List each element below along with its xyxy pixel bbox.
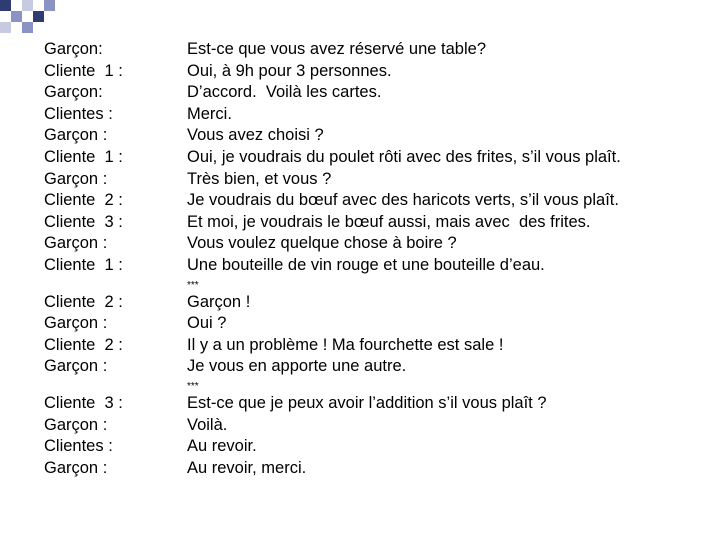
line-text: Merci. bbox=[187, 104, 232, 123]
line-text: Je voudrais du bœuf avec des haricots verts, s’il vous plaît. bbox=[187, 191, 619, 210]
dialogue-line bbox=[44, 125, 704, 147]
dialogue-line bbox=[44, 393, 704, 415]
speaker-label: Cliente 2 : bbox=[44, 191, 123, 210]
deco-square bbox=[0, 22, 11, 33]
line-text: Oui, je voudrais du poulet rôti avec des frites, s’il vous plaît. bbox=[187, 147, 621, 166]
dialogue-line bbox=[44, 147, 704, 169]
deco-square bbox=[22, 22, 33, 33]
deco-square bbox=[22, 0, 33, 11]
dialogue-line bbox=[44, 169, 704, 191]
corner-decoration bbox=[0, 0, 60, 40]
speaker-label: Garçon : bbox=[44, 458, 108, 477]
speaker-label: Garçon : bbox=[44, 169, 108, 188]
speaker-label: Cliente 1 : bbox=[44, 255, 123, 274]
line-text: Vous voulez quelque chose à boire ? bbox=[187, 234, 457, 253]
line-text: Je vous en apporte une autre. bbox=[187, 357, 407, 376]
line-text: Très bien, et vous ? bbox=[187, 169, 332, 188]
line-text: D’accord. Voilà les cartes. bbox=[187, 83, 382, 102]
dialogue-line bbox=[44, 233, 704, 255]
line-text: Oui, à 9h pour 3 personnes. bbox=[187, 61, 392, 80]
dialogue-line bbox=[44, 335, 704, 357]
dialogue-line bbox=[44, 61, 704, 83]
speaker-label: Garçon: bbox=[44, 40, 103, 58]
line-text: Voilà. bbox=[187, 415, 228, 434]
line-text: Vous avez choisi ? bbox=[187, 126, 324, 145]
speaker-label: Garçon : bbox=[44, 126, 108, 145]
speaker-label: Cliente 1 : bbox=[44, 147, 123, 166]
speaker-label: Cliente 2 : bbox=[44, 335, 123, 354]
speaker-label: Cliente 2 : bbox=[44, 292, 123, 311]
dialogue-line bbox=[44, 190, 704, 212]
line-text: Il y a un problème ! Ma fourchette est sale ! bbox=[187, 335, 504, 354]
line-text: Est-ce que je peux avoir l’addition s’il vous plaît ? bbox=[187, 393, 547, 412]
speaker-label: Garçon : bbox=[44, 234, 108, 253]
line-text: Au revoir. bbox=[187, 437, 257, 456]
dialogue-line bbox=[44, 313, 704, 335]
dialogue-line bbox=[44, 255, 704, 277]
dialogue-line bbox=[44, 356, 704, 378]
line-text: Est-ce que vous avez réservé une table? bbox=[187, 40, 487, 58]
scene-separator bbox=[44, 277, 704, 292]
dialogue-line bbox=[44, 82, 704, 104]
line-text: Et moi, je voudrais le bœuf aussi, mais avec des frites. bbox=[187, 212, 591, 231]
deco-square bbox=[33, 11, 44, 22]
speaker-label: Garçon : bbox=[44, 314, 108, 333]
speaker-label: Cliente 3 : bbox=[44, 212, 123, 231]
dialogue-line bbox=[44, 415, 704, 437]
speaker-label: Clientes : bbox=[44, 437, 113, 456]
line-text: Une bouteille de vin rouge et une bouteille d’eau. bbox=[187, 255, 545, 274]
speaker-label: Garçon : bbox=[44, 415, 108, 434]
deco-square bbox=[11, 11, 22, 22]
dialogue-line bbox=[44, 292, 704, 314]
line-text: Au revoir, merci. bbox=[187, 458, 307, 477]
line-text: Oui ? bbox=[187, 314, 227, 333]
speaker-label: Cliente 1 : bbox=[44, 61, 123, 80]
speaker-label: Cliente 3 : bbox=[44, 393, 123, 412]
dialogue-line bbox=[44, 104, 704, 126]
dialogue-line bbox=[44, 436, 704, 458]
separator-text: *** bbox=[187, 279, 199, 291]
separator-text: *** bbox=[187, 380, 199, 392]
speaker-label: Garçon: bbox=[44, 83, 103, 102]
deco-square bbox=[44, 0, 55, 11]
line-text: Garçon ! bbox=[187, 292, 251, 311]
dialogue-line bbox=[44, 458, 704, 480]
speaker-label: Garçon : bbox=[44, 357, 108, 376]
dialogue-line bbox=[44, 212, 704, 234]
speaker-label: Clientes : bbox=[44, 104, 113, 123]
scene-separator bbox=[44, 378, 704, 393]
deco-square bbox=[0, 0, 11, 11]
dialogue-line bbox=[44, 39, 704, 61]
dialogue-table bbox=[44, 39, 704, 479]
